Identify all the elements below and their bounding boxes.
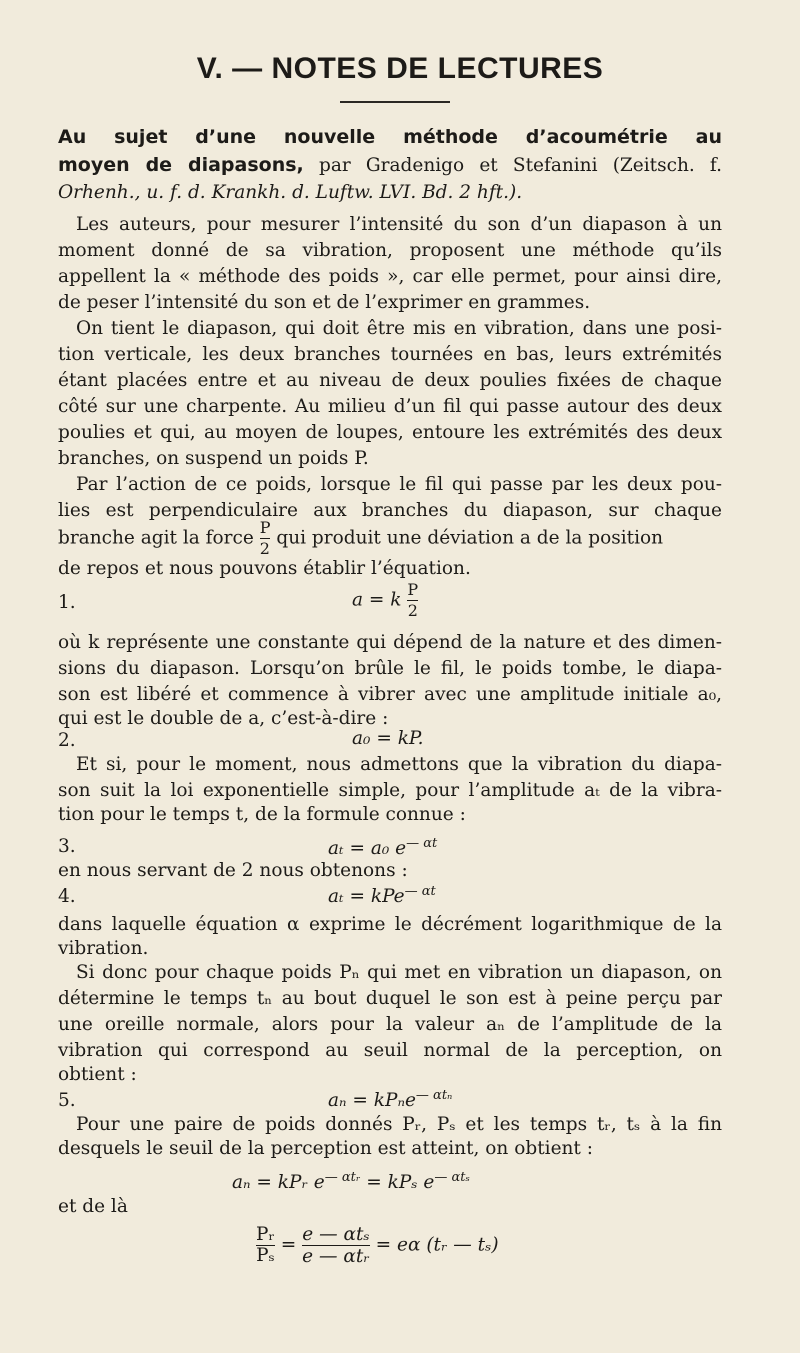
paragraph-line: tion pour le temps t, de la formule connue : [58,804,466,825]
article-heading-line3 [58,180,722,206]
fraction-numerator: P [407,580,419,599]
paragraph-line: obtient : [58,1064,137,1085]
article-heading-bold: moyen de diapasons, [58,154,304,176]
equation-7 [256,1224,499,1267]
paragraph-line: Et si, pour le moment, nous admettons que la vibration du diapa- [76,754,722,775]
equation-3 [328,836,437,859]
paragraph-line: Les auteurs, pour mesurer l’intensité du son d’un diapason à un [76,214,722,235]
equation-exponent: — αt [406,836,438,851]
paragraph-line: sions du diapason. Lorsqu’on brûle le fil, le poids tombe, le diapa- [58,658,722,679]
equation-text: aₜ = kPe [328,886,405,908]
equation-text: = eα (tᵣ — tₛ) [375,1234,499,1256]
paragraph-line: et de là [58,1196,128,1217]
equation-text: aₙ = kPₙe [328,1090,416,1112]
title-rule [340,101,450,103]
paragraph-line: On tient le diapason, qui doit être mis en vibration, dans une posi- [76,318,722,339]
equation-2 [352,728,424,749]
paragraph-line: de peser l’intensité du son et de l’exprimer en grammes. [58,292,591,313]
paragraph-line: côté sur une charpente. Au milieu d’un fil qui passe autour des deux [58,396,722,417]
article-heading-line2 [58,152,722,179]
article-heading-line1 [58,124,722,151]
paragraph-line-with-fraction [58,518,722,559]
paragraph-line: Par l’action de ce poids, lorsque le fil qui passe par les deux pou- [76,474,722,495]
paragraph-line: une oreille normale, alors pour la valeur aₙ de l’amplitude de la [58,1014,722,1035]
paragraph-line: moment donné de sa vibration, proposent une méthode qu’ils [58,240,722,261]
equation-exponent: — αtₛ [434,1170,470,1185]
article-heading-text: Au sujet d’une nouvelle méthode d’acoumétrie au [58,126,722,148]
fraction-denominator: Pₛ [256,1245,275,1266]
fraction-pr-over-ps [256,1225,275,1266]
paragraph-line: lies est perpendiculaire aux branches du diapason, sur chaque [58,500,722,521]
article-authors: par Gradenigo et Stefanini (Zeitsch. f. [303,155,723,176]
paragraph-line: son suit la loi exponentielle simple, pour l’amplitude aₜ de la vibra- [58,780,722,801]
paragraph-line: de repos et nous pouvons établir l’équation. [58,558,471,579]
text-fragment: branche agit la force [58,527,254,549]
paragraph-line: dans laquelle équation α exprime le décrément logarithmique de la [58,914,722,935]
equation-6 [232,1170,470,1193]
equation-text: aₜ = a₀ e [328,838,407,860]
equation-text: = kPₛ e [360,1172,435,1194]
fraction-numerator: Pᵣ [256,1224,275,1245]
paragraph-line: appellent la « méthode des poids », car elle permet, pour ainsi dire, [58,266,722,287]
text-fragment: qui produit une déviation a de la position [276,527,664,549]
paragraph-line: vibration. [58,938,149,959]
equation-exponent: — αtₙ [415,1088,453,1103]
fraction-numerator: e — αtₛ [302,1224,370,1245]
paragraph-line: branches, on suspend un poids P. [58,448,369,469]
article-source: Orhenh., u. f. d. Krankh. d. Luftw. LVI. Bd. 2 hft.). [58,182,523,203]
equation-number: 4. [58,886,76,907]
paragraph-line: desquels le seuil de la perception est atteint, on obtient : [58,1138,593,1159]
fraction-denominator: e — αtᵣ [302,1246,370,1267]
paragraph-line: où k représente une constante qui dépend de la nature et des dimen- [58,632,722,653]
equation-number: 1. [58,592,76,613]
equation-number: 3. [58,836,76,857]
paragraph-line: étant placées entre et au niveau de deux poulies fixées de chaque [58,370,722,391]
fraction-p-over-2 [407,580,418,621]
paragraph-line: Pour une paire de poids donnés Pᵣ, Pₛ et les temps tᵣ, tₛ à la fin [76,1114,722,1135]
fraction-denominator: 2 [407,601,418,620]
paragraph-line: détermine le temps tₙ au bout duquel le son est à peine perçu par [58,988,722,1009]
equation-4 [328,884,436,907]
paragraph-line: son est libéré et commence à vibrer avec une amplitude initiale a₀, [58,684,722,705]
paragraph-line: en nous servant de 2 nous obtenons : [58,860,408,881]
paragraph-line: poulies et qui, au moyen de loupes, entoure les extrémités des deux [58,422,722,443]
title-text: V. — NOTES DE LECTURES [196,52,604,85]
equation-text: aₙ = kPᵣ e [232,1172,325,1194]
fraction-p-over-2 [260,518,271,559]
equation-1 [352,580,418,621]
paragraph-line: tion verticale, les deux branches tournées en bas, leurs extrémités [58,344,722,365]
equation-text: a = k [352,589,402,611]
fraction-exponentials [302,1224,370,1267]
page-title [0,52,800,86]
equation-number: 5. [58,1090,76,1111]
paragraph-line: Si donc pour chaque poids Pₙ qui met en vibration un diapason, on [76,962,722,983]
equation-5 [328,1088,452,1111]
paragraph-line: vibration qui correspond au seuil normal de la perception, on [58,1040,722,1061]
equals-sign: = [280,1234,297,1256]
equation-number: 2. [58,730,76,751]
fraction-denominator: 2 [259,539,270,558]
equation-exponent: — αt [404,884,436,899]
equation-text: a₀ = kP. [352,728,424,749]
fraction-numerator: P [259,518,271,537]
paragraph-line: qui est le double de a, c’est-à-dire : [58,708,389,729]
equation-exponent: — αtᵣ [324,1170,361,1185]
